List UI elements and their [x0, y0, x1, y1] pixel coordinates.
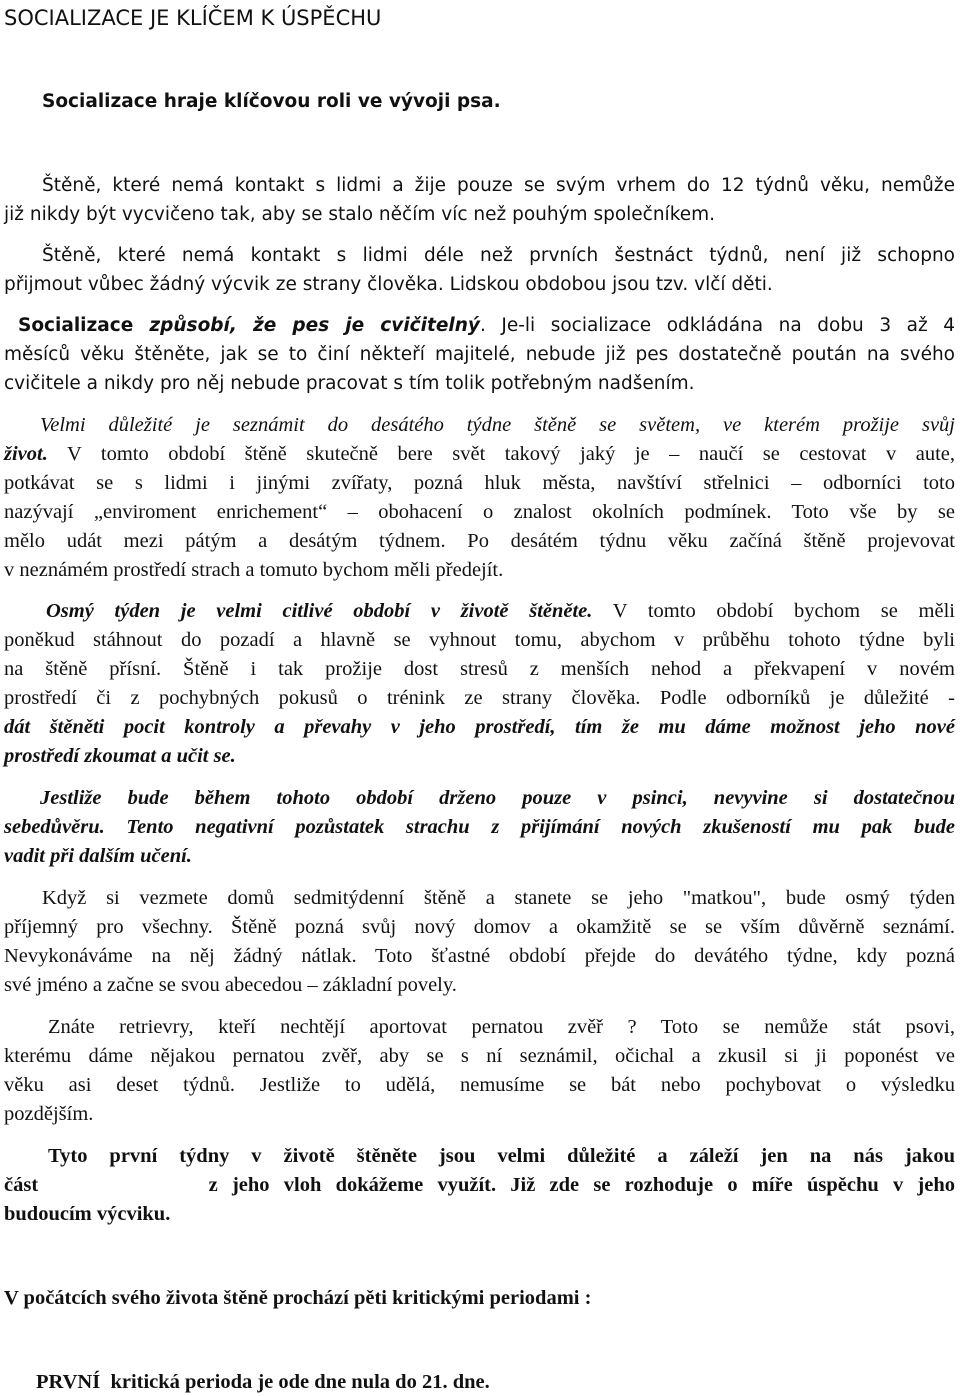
- paragraph-4-italic-end: život.: [4, 443, 48, 465]
- paragraph-9-line-3: budoucím výcviku.: [4, 1203, 171, 1225]
- paragraph-2-line-1: Štěně, které nemá kontakt s lidmi déle než prvních šestnáct týdnů, není již schopno: [42, 245, 955, 266]
- paragraph-7-line-1: Když si vezmete domů sedmitýdenní štěně a stanete se jeho "matkou", bude osmý týden: [42, 887, 955, 909]
- paragraph-4-line-6: v neznámém prostředí strach a tomuto bychom měli předejít.: [4, 559, 504, 581]
- paragraph-7-line-3: Nevykonáváme na něj žádný nátlak. Toto šťastné období přejde do devátého týdne, kdy pozná: [4, 945, 955, 967]
- document-subtitle: Socializace hraje klíčovou roli ve vývoji psa.: [42, 91, 501, 112]
- paragraph-5-line-6: prostředí zkoumat a učit se.: [4, 745, 236, 767]
- paragraph-3-line-2: měsíců věku štěněte, jak se to činí někteří majitelé, nebude již pes dostatečně poután na svého: [4, 344, 955, 365]
- paragraph-1-line-2: již nikdy být vycvičeno tak, aby se stalo něčím víc než pouhým společníkem.: [4, 204, 716, 225]
- paragraph-1-line-1: Štěně, které nemá kontakt s lidmi a žije pouze se svým vrhem do 12 týdnů věku, nemůže: [42, 175, 955, 196]
- paragraph-7-line-2: příjemný pro všechny. Štěně pozná svůj nový domov a okamžitě se se vším důvěrně seznámí.: [4, 916, 955, 938]
- paragraph-4-line-1: Velmi důležité je seznámit do desátého týdne štěně se světem, ve kterém prožije svůj: [40, 414, 955, 436]
- paragraph-3-line-1: [18, 314, 955, 338]
- paragraph-5-line-1: [46, 599, 955, 623]
- paragraph-8-line-2: kterému dáme nějakou pernatou zvěř, aby se s ní seznámil, očichal a zkusil si ji poponést ve: [4, 1045, 955, 1067]
- paragraph-6-line-3: vadit při dalším učení.: [4, 845, 192, 867]
- period-1-text: PRVNÍ kritická perioda je ode dne nula do 21. dne.: [36, 1371, 490, 1393]
- paragraph-8-line-1: Znáte retrievry, kteří nechtějí aportovat pernatou zvěř ? Toto se nemůže stát psovi,: [48, 1016, 955, 1038]
- paragraph-3-bold-italic: způsobí, že pes je cvičitelný: [149, 315, 480, 336]
- paragraph-8-line-4: pozdějším.: [4, 1103, 94, 1125]
- paragraph-4-rest: V tomto období štěně skutečně bere svět takový jaký je – naučí se cestovat v aute,: [47, 443, 955, 465]
- paragraph-4-line-3: potkávat se s lidmi i jinými zvířaty, pozná hluk města, navštíví střelnici – odborníci toto: [4, 472, 955, 494]
- paragraph-5-italic: Osmý týden je velmi citlivé období v životě štěněte.: [46, 600, 593, 622]
- paragraph-8-line-3: věku asi deset týdnů. Jestliže to udělá, nemusíme se bát nebo pochybovat o výsledku: [4, 1074, 955, 1096]
- paragraph-5-line-3: na štěně přísní. Štěně i tak prožije dost stresů z menších nehod a překvapení v novém: [4, 658, 955, 680]
- paragraph-3-rest: . Je-li socializace odkládána na dobu 3 až 4: [479, 315, 955, 336]
- paragraph-4-line-4: nazývají „enviroment enrichement“ – obohacení o znalost okolních podmínek. Toto vše by se: [4, 501, 955, 523]
- paragraph-5-line-5: dát štěněti pocit kontroly a převahy v jeho prostředí, tím že mu dáme možnost jeho nové: [4, 716, 955, 738]
- paragraph-9-line-1: Tyto první týdny v životě štěněte jsou velmi důležité a záleží jen na nás jakou: [48, 1145, 955, 1167]
- paragraph-4-line-2: [4, 442, 955, 466]
- paragraph-5-line-4: prostředí či z pochybných pokusů o trénink ze strany člověka. Podle odborníků je důležité -: [4, 687, 955, 709]
- paragraph-9-line-2: část z jeho vloh dokážeme využít. Již zde se rozhoduje o míře úspěchu v jeho: [4, 1174, 955, 1196]
- paragraph-5-rest: V tomto období bychom se měli: [592, 600, 955, 622]
- paragraph-6-line-2: sebedůvěru. Tento negativní pozůstatek strachu z přijímání nových zkušeností mu pak bude: [4, 816, 955, 838]
- paragraph-2-line-2: přijmout vůbec žádný výcvik ze strany člověka. Lidskou obdobou jsou tzv. vlčí děti.: [4, 274, 773, 295]
- document-title: SOCIALIZACE JE KLÍČEM K ÚSPĚCHU: [4, 6, 382, 30]
- paragraph-6-line-1: Jestliže bude během tohoto období drženo pouze v psinci, nevyvine si dostatečnou: [40, 787, 955, 809]
- paragraph-3-line-3: cvičitele a nikdy pro něj nebude pracovat s tím tolik potřebným nadšením.: [4, 373, 695, 394]
- paragraph-4-line-5: mělo udát mezi pátým a desátým týdnem. Po desátém týdnu věku začíná štěně projevovat: [4, 530, 955, 552]
- section-heading: V počátcích svého života štěně prochází pěti kritickými periodami :: [4, 1287, 592, 1309]
- paragraph-5-line-2: poněkud stáhnout do pozadí a hlavně se vyhnout tomu, abychom v průběhu tohoto týdne byli: [4, 629, 955, 651]
- paragraph-3-bold-start: Socializace: [18, 315, 150, 336]
- paragraph-7-line-4: své jméno a začne se svou abecedou – základní povely.: [4, 974, 457, 996]
